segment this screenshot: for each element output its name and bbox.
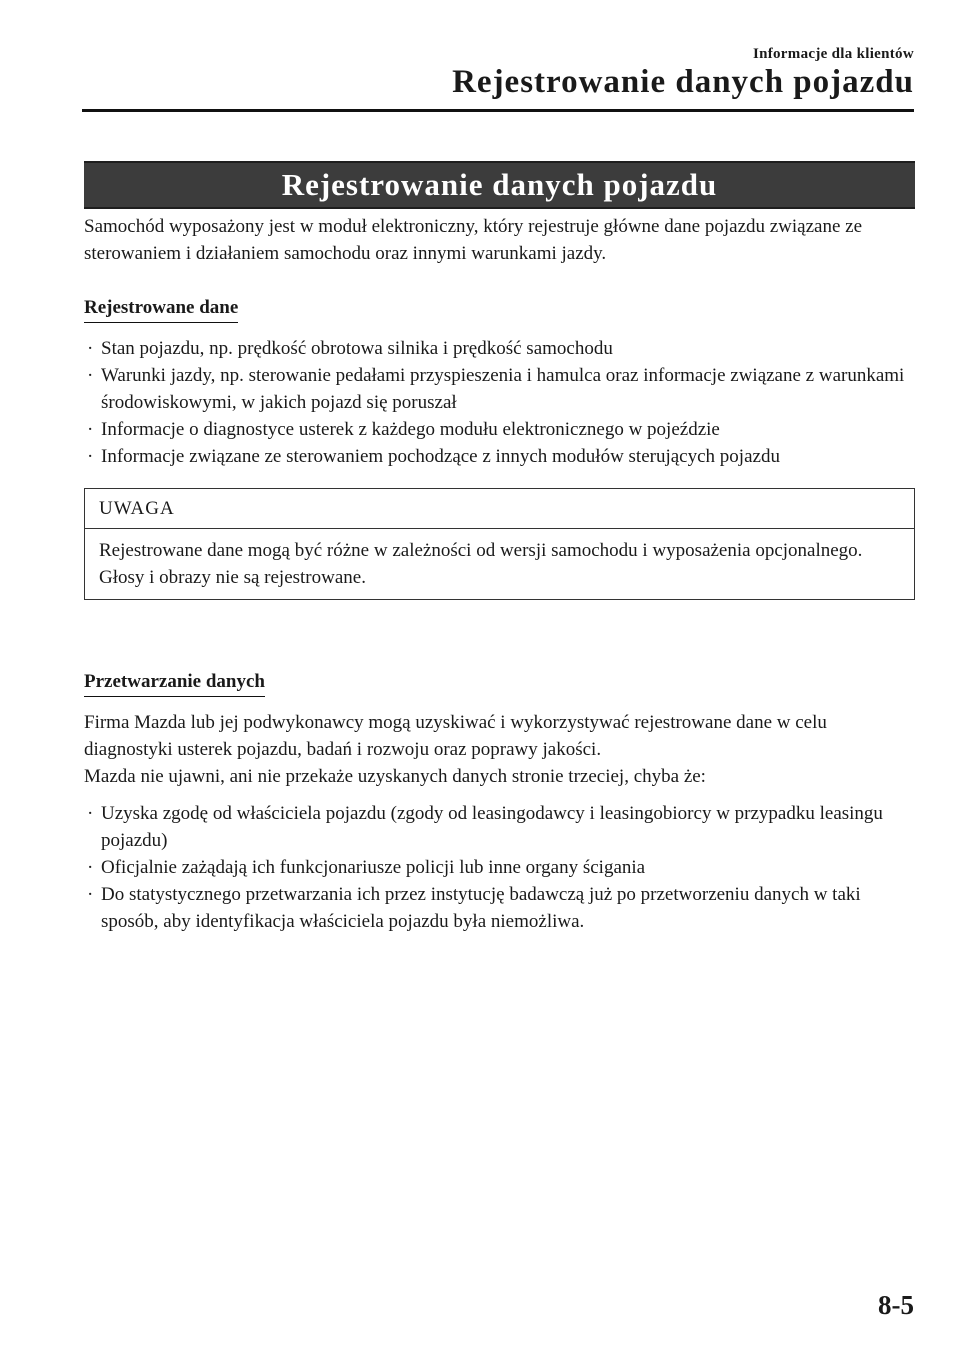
note-box — [84, 488, 915, 600]
list-item-text: Do statystycznego przetwarzania ich przez instytucję badawczą już po przetworzeniu danych w taki sposób, aby identyfikacja właściciela pojazdu była niemożliwa. — [101, 884, 861, 932]
content — [84, 213, 915, 935]
processing-heading-wrap — [84, 668, 915, 697]
processing-paragraph: Mazda nie ujawni, ani nie przekaże uzyskanych danych stronie trzeciej, chyba że: — [84, 766, 706, 787]
list-item-text: Informacje o diagnostyce usterek z każdego modułu elektronicznego w pojeździe — [101, 419, 720, 440]
bullet-icon: · — [87, 446, 94, 467]
bullet-icon: · — [87, 365, 94, 386]
recorded-data-list — [84, 335, 915, 470]
list-item-text: Warunki jazdy, np. sterowanie pedałami przyspieszenia i hamulca oraz informacje związane z warunkami środowiskowymi, w jakich pojazd się poruszał — [101, 365, 905, 413]
list-item — [84, 335, 915, 362]
list-item — [84, 854, 915, 881]
bullet-icon: · — [87, 338, 94, 359]
note-text: Rejestrowane dane mogą być różne w zależności od wersji samochodu i wyposażenia opcjonalnego. Głosy i obrazy nie są rejestrowane. — [99, 540, 863, 588]
list-item — [84, 443, 915, 470]
list-item-text: Uzyska zgodę od właściciela pojazdu (zgody od leasingodawcy i leasingobiorcy w przypadku leasingu pojazdu) — [101, 803, 883, 851]
recorded-heading-wrap — [84, 294, 915, 323]
processing-heading: Przetwarzanie danych — [84, 668, 265, 697]
section-banner: Rejestrowanie danych pojazdu — [84, 161, 915, 209]
bullet-icon: · — [87, 857, 94, 878]
bullet-icon: · — [87, 419, 94, 440]
header-rule — [82, 109, 914, 112]
list-item-text: Stan pojazdu, np. prędkość obrotowa silnika i prędkość samochodu — [101, 338, 613, 359]
recorded-data-heading: Rejestrowane dane — [84, 294, 238, 323]
processing-conditions-list — [84, 800, 915, 935]
list-item-text: Oficjalnie zażądają ich funkcjonariusze policji lub inne organy ścigania — [101, 857, 646, 878]
list-item — [84, 881, 915, 935]
list-item — [84, 800, 915, 854]
note-title: UWAGA — [99, 498, 175, 519]
page-header-title: Rejestrowanie danych pojazdu — [452, 64, 914, 100]
intro-paragraph: Samochód wyposażony jest w moduł elektroniczny, który rejestruje główne dane pojazdu związane ze sterowaniem i działaniem samochodu oraz innymi warunkami jazdy. — [84, 216, 863, 264]
bullet-icon: · — [87, 884, 94, 905]
bullet-icon: · — [87, 803, 94, 824]
chapter-label: Informacje dla klientów — [752, 46, 914, 62]
list-item-text: Informacje związane ze sterowaniem pochodzące z innych modułów sterujących pojazdu — [101, 446, 780, 467]
list-item — [84, 362, 915, 416]
list-item — [84, 416, 915, 443]
page-number: 8-5 — [878, 1290, 914, 1320]
processing-paragraph: Firma Mazda lub jej podwykonawcy mogą uzyskiwać i wykorzystywać rejestrowane dane w celu diagnostyki usterek pojazdu, badań i rozwoju oraz poprawy jakości. — [84, 712, 827, 760]
